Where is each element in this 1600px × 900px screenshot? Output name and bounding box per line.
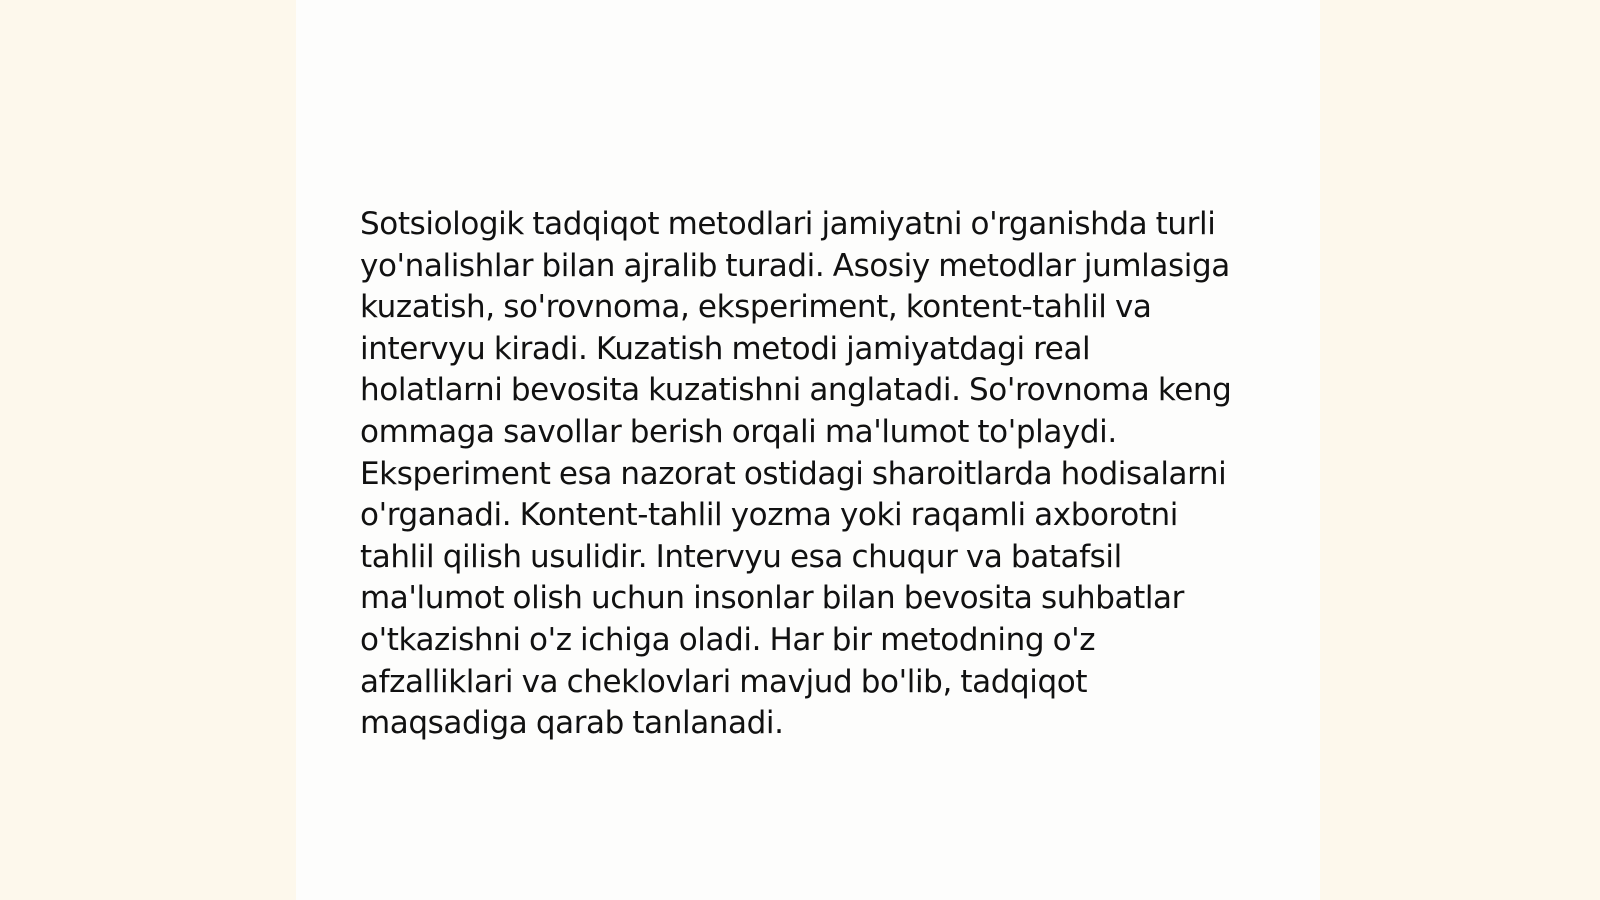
document-page — [296, 0, 1320, 900]
document-paragraph: Sotsiologik tadqiqot metodlari jamiyatni o'rganishda turli yo'nalishlar bilan ajralib turadi. Asosiy metodlar jumlasiga kuzatish, so'rovnoma, eksperiment, kontent-tahlil va intervyu kiradi. Kuzatish metodi jamiyatdagi real holatlarni bevosita kuzatishni anglatadi. So'rovnoma keng ommaga savollar berish orqali ma'lumot to'playdi. Eksperiment esa nazorat ostidagi sharoitlarda hodisalarni o'rganadi. Kontent-tahlil yozma yoki raqamli axborotni tahlil qilish usulidir. Intervyu esa chuqur va batafsil ma'lumot olish uchun insonlar bilan bevosita suhbatlar o'tkazishni o'z ichiga oladi. Har bir metodning o'z afzalliklari va cheklovlari mavjud bo'lib, tadqiqot maqsadiga qarab tanlanadi. — [360, 206, 1232, 742]
